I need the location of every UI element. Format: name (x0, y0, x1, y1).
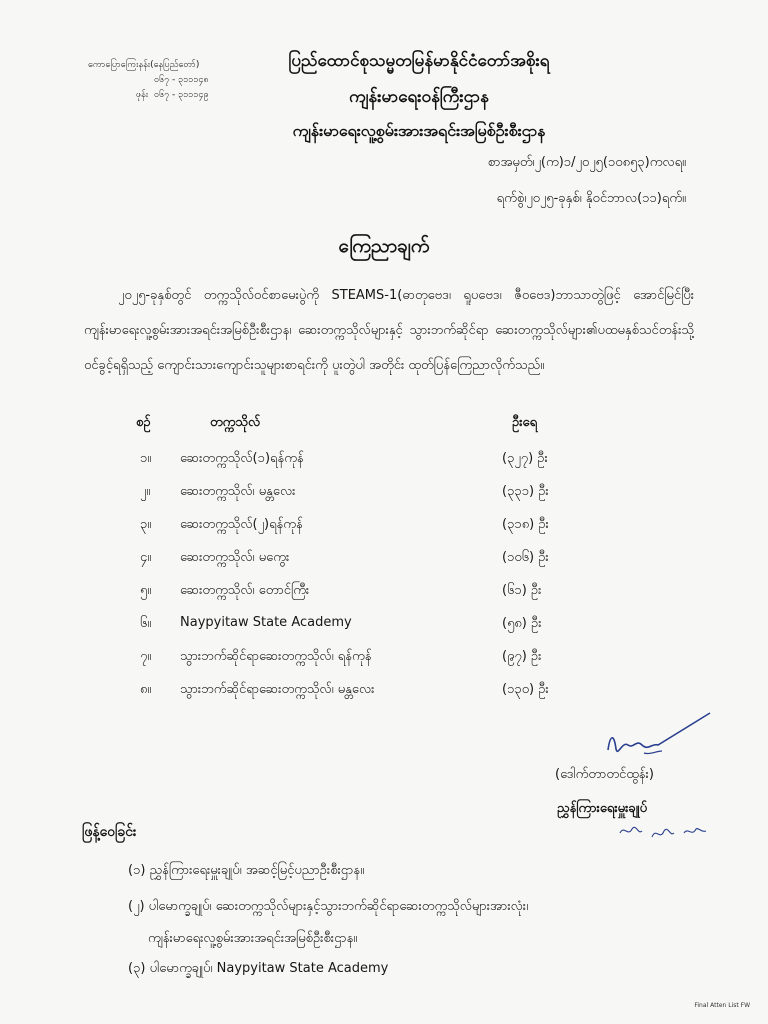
table-header-university: တက္ကသိုလ် (210, 415, 261, 430)
announcement-body (84, 278, 694, 383)
table-row (0, 516, 768, 544)
header-ministry: ကျန်းမာရေးဝန်ကြီးဌာန (349, 87, 489, 107)
initials-mark (618, 815, 708, 845)
row-number: ၆။ (140, 616, 152, 631)
document-date: ရက်စွဲ၊၂၀၂၅-ခုနှစ်၊ နိုဝင်ဘာလ(၁၁)ရက်။ (496, 191, 686, 206)
distribution-item-continued: ကျန်းမာရေးလူ့စွမ်းအားအရင်းအမြစ်ဦးစီးဌာန။ (148, 931, 358, 946)
footer-file-label: Final Atten List FW (694, 1002, 750, 1009)
row-count: (၉၇) ဦး (502, 649, 542, 664)
row-university: ဆေးတက္ကသိုလ်(၁)ရန်ကုန် (180, 451, 304, 466)
row-count: (၆၁) ဦး (502, 583, 542, 598)
row-university: သွားဘက်ဆိုင်ရာဆေးတက္ကသိုလ်၊ ရန်ကုန် (180, 649, 372, 664)
row-university: သွားဘက်ဆိုင်ရာဆေးတက္ကသိုလ်၊ မန္တလေး (180, 682, 375, 697)
phone-row-value: ၀၆၇ - ၃၁၁၁၄၈ (154, 75, 209, 85)
table-row (0, 582, 768, 610)
announcement-title: ကြေညာချက် (338, 235, 430, 257)
row-university: ဆေးတက္ကသိုလ်၊ တောင်ကြီး (180, 583, 310, 598)
phone-row-label: ဖုန်း (135, 90, 148, 100)
row-number: ၅။ (140, 583, 152, 598)
row-number: ၈။ (140, 682, 152, 697)
row-number: ၂။ (140, 484, 151, 499)
distribution-heading: ဖြန့်ဝေခြင်း (82, 824, 137, 840)
row-count: (၃၂၇) ဦး (502, 451, 548, 466)
table-row (0, 615, 768, 643)
table-row (0, 549, 768, 577)
signature-mark (598, 705, 718, 765)
table-header-no: စဉ် (136, 415, 151, 430)
distribution-item: (၃) ပါမောက္ခချုပ်၊ Naypyitaw State Academy (128, 961, 389, 976)
row-university: ဆေးတက္ကသိုလ်၊ မကွေး (180, 550, 290, 565)
reference-number: စာအမှတ်၊၂(က)၁/၂၀၂၅(၁၀၈၅၃)ကလရ။ (487, 155, 686, 170)
row-count: (၁၃၀) ဦး (502, 682, 549, 697)
table-row (0, 483, 768, 511)
row-number: ၁။ (140, 451, 152, 466)
row-university: ဆေးတက္ကသိုလ်(၂)ရန်ကုန် (180, 517, 303, 532)
row-university: ဆေးတက္ကသိုလ်၊ မန္တလေး (180, 484, 296, 499)
row-count: (၃၁၈) ဦး (502, 517, 549, 532)
announcement-body-text: ၂၀၂၅-ခုနှစ်တွင် တက္ကသိုလ်ဝင်စာမေးပွဲကို STEAMS-1(ဓာတုဗေဒ၊ ရူပဗေဒ၊ ဇီဝဗေဒ)ဘာသာတွဲဖြင့် အောင်မြင်ပြီး ကျန်းမာရေးလူ့စွမ်းအားအရင်းအမြစ်ဦးစီးဌာန၊ ဆေးတက္ကသိုလ်များနှင့် သွားဘက်ဆိုင်ရာ ဆေးတက္ကသိုလ်များ၏ပထမနှစ်သင်တန်းသို့ ဝင်ခွင့်ရရှိသည့် ကျောင်းသားကျောင်းသူများစာရင်းကို ပူးတွဲပါ အတိုင်း ထုတ်ပြန်ကြေညာလိုက်သည်။ (84, 288, 694, 373)
distribution-item: (၁) ညွှန်ကြားရေးမှူးချုပ်၊ အဆင့်မြင့်ပညာဦးစီးဌာန။ (128, 863, 365, 878)
signatory-name: (ဒေါက်တာတင်ထွန်း) (555, 767, 654, 782)
phone-row-value: ၀၆၇ - ၃၁၁၁၄၉ (154, 90, 209, 100)
distribution-item: (၂) ပါမောက္ခချုပ်၊ ဆေးတက္ကသိုလ်များနှင့်သွားဘက်ဆိုင်ရာဆေးတက္ကသိုလ်များအားလုံး၊ (128, 899, 529, 914)
row-number: ၄။ (140, 550, 152, 565)
signatory-title: ညွှန်ကြားရေးမှူးချုပ် (557, 801, 648, 816)
row-number: ၃။ (140, 517, 152, 532)
header-department: ကျန်းမာရေးလူ့စွမ်းအားအရင်းအမြစ်ဦးစီးဌာန (292, 121, 546, 140)
row-university: Naypyitaw State Academy (180, 615, 352, 630)
table-row (0, 450, 768, 478)
table-row (0, 648, 768, 676)
row-count: (၅၈) ဦး (502, 616, 542, 631)
phone-row-label: ကောပြောကြေးနန်း(နေပြည်တော်) (88, 60, 200, 70)
row-count: (၃၃၁) ဦး (502, 484, 549, 499)
row-count: (၁၀၆) ဦး (502, 550, 549, 565)
header-government: ပြည်ထောင်စုသမ္မတမြန်မာနိုင်ငံတော်အစိုးရ (288, 51, 550, 71)
row-number: ၇။ (140, 649, 152, 664)
table-header-count: ဦးရေ (512, 415, 538, 430)
